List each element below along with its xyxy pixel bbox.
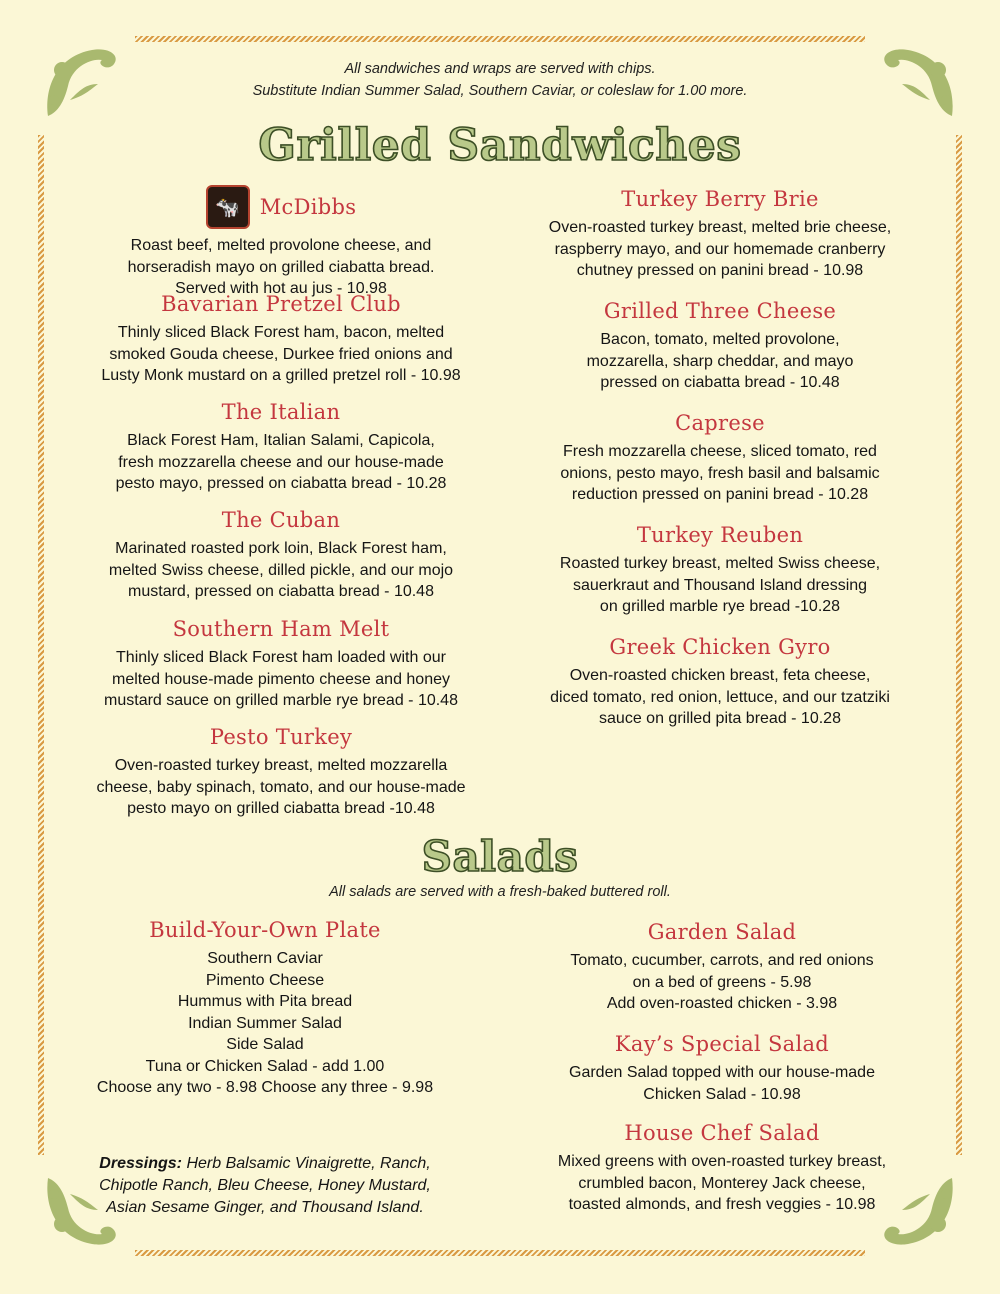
right-border bbox=[956, 135, 962, 1155]
menu-item-greek-chicken-gyro bbox=[515, 635, 925, 730]
item-desc-line: Thinly sliced Black Forest ham, bacon, melted bbox=[117, 324, 445, 341]
item-name: The Cuban bbox=[221, 508, 341, 532]
item-desc-line: Garden Salad topped with our house-made bbox=[569, 1064, 875, 1081]
item-desc-line: horseradish mayo on grilled ciabatta bread. bbox=[127, 258, 435, 276]
item-desc-line: sauerkraut and Thousand Island dressing bbox=[572, 576, 868, 594]
menu-item-turkey-berry-brie bbox=[515, 187, 925, 282]
item-desc-line: mustard sauce on grilled marble rye bread - 10.48 bbox=[104, 692, 458, 709]
menu-item-kays-special-salad bbox=[517, 1032, 927, 1105]
item-desc-line: on a bed of greens - 5.98 bbox=[632, 973, 812, 991]
item-desc-line: Add oven-roasted chicken - 3.98 bbox=[606, 995, 838, 1012]
item-desc-line: pesto mayo on grilled ciabatta bread -10.48 bbox=[127, 800, 435, 817]
item-desc-line: Tuna or Chicken Salad - add 1.00 bbox=[145, 1057, 385, 1075]
item-name: Greek Chicken Gyro bbox=[609, 635, 831, 659]
item-name: House Chef Salad bbox=[624, 1121, 820, 1145]
item-desc-line: cheese, baby spinach, tomato, and our house-made bbox=[96, 778, 466, 796]
left-border bbox=[38, 135, 44, 1155]
menu-item-the-cuban bbox=[75, 508, 487, 603]
menu-item-build-your-own-plate bbox=[75, 918, 455, 1099]
item-name: Grilled Three Cheese bbox=[603, 299, 837, 323]
item-name: Bavarian Pretzel Club bbox=[161, 292, 401, 316]
menu-item-bavarian-pretzel-club bbox=[75, 292, 487, 387]
item-desc-line: Mixed greens with oven-roasted turkey breast, bbox=[557, 1153, 887, 1170]
item-desc-line: diced tomato, red onion, lettuce, and our tzatziki bbox=[550, 688, 890, 706]
cow-badge-icon: 🐄 bbox=[206, 185, 250, 229]
menu-item-the-italian bbox=[75, 400, 487, 495]
dressings-label: Dressings: bbox=[99, 1155, 182, 1172]
item-name: McDibbs bbox=[259, 195, 357, 219]
item-desc-line: Choose any two - 8.98 Choose any three - 9.98 bbox=[96, 1079, 434, 1096]
item-name: The Italian bbox=[221, 400, 341, 424]
menu-item-southern-ham-melt bbox=[75, 617, 487, 712]
note-line: All sandwiches and wraps are served with chips. bbox=[344, 61, 656, 77]
item-desc-line: Oven-roasted turkey breast, melted brie cheese, bbox=[548, 219, 892, 236]
item-desc-line: fresh mozzarella cheese and our house-made bbox=[118, 453, 444, 471]
menu-item-garden-salad bbox=[517, 920, 927, 1015]
item-desc-line: Lusty Monk mustard on a grilled pretzel roll - 10.98 bbox=[101, 367, 461, 384]
item-desc-line: Black Forest Ham, Italian Salami, Capicola, bbox=[127, 432, 435, 449]
item-desc-line: Thinly sliced Black Forest ham loaded with our bbox=[116, 649, 446, 666]
dressings-list bbox=[80, 1153, 450, 1219]
item-desc-line: mozzarella, sharp cheddar, and mayo bbox=[586, 352, 854, 370]
item-desc-line: Chicken Salad - 10.98 bbox=[643, 1085, 801, 1103]
item-desc-line: Served with hot au jus - 10.98 bbox=[175, 280, 387, 297]
item-desc-line: pesto mayo, pressed on ciabatta bread - 10.28 bbox=[115, 475, 447, 492]
item-name: Kay’s Special Salad bbox=[614, 1032, 830, 1056]
item-desc-line: Bacon, tomato, melted provolone, bbox=[600, 331, 840, 348]
item-desc-line: Oven-roasted turkey breast, melted mozzarella bbox=[114, 757, 448, 774]
item-desc-line: mustard, pressed on ciabatta bread - 10.48 bbox=[128, 583, 434, 600]
menu-item-house-chef-salad bbox=[517, 1121, 927, 1216]
item-name: Southern Ham Melt bbox=[172, 617, 390, 641]
item-desc-line: crumbled bacon, Monterey Jack cheese, bbox=[578, 1174, 866, 1192]
item-name: Garden Salad bbox=[647, 920, 797, 944]
item-desc-line: Indian Summer Salad bbox=[188, 1014, 342, 1032]
item-desc-line: Marinated roasted pork loin, Black Forest ham, bbox=[115, 540, 447, 557]
item-desc-line: Roasted turkey breast, melted Swiss cheese, bbox=[559, 555, 881, 572]
item-desc-line: Roast beef, melted provolone cheese, and bbox=[130, 237, 432, 254]
item-desc-line: chutney pressed on panini bread - 10.98 bbox=[576, 262, 864, 279]
menu-item-mcdibbs bbox=[75, 185, 487, 300]
item-desc-line: toasted almonds, and fresh veggies - 10.98 bbox=[568, 1196, 876, 1213]
item-desc-line: Side Salad bbox=[226, 1036, 304, 1053]
salads-note: All salads are served with a fresh-baked buttered roll. bbox=[329, 884, 671, 900]
top-border bbox=[135, 36, 865, 42]
sandwiches-heading: Grilled Sandwiches bbox=[258, 120, 742, 171]
item-name: Turkey Reuben bbox=[636, 523, 804, 547]
note-line: Substitute Indian Summer Salad, Southern Caviar, or coleslaw for 1.00 more. bbox=[252, 83, 748, 99]
item-desc-line: on grilled marble rye bread -10.28 bbox=[599, 598, 841, 615]
item-desc-line: sauce on grilled pita bread - 10.28 bbox=[599, 710, 841, 727]
item-name: Turkey Berry Brie bbox=[621, 187, 819, 211]
item-desc-line: reduction pressed on panini bread - 10.28 bbox=[571, 486, 869, 503]
chips-note bbox=[0, 58, 1000, 102]
item-desc-line: raspberry mayo, and our homemade cranberry bbox=[554, 240, 886, 258]
menu-item-caprese bbox=[515, 411, 925, 506]
item-name: Caprese bbox=[675, 411, 765, 435]
menu-item-turkey-reuben bbox=[515, 523, 925, 618]
item-desc-line: smoked Gouda cheese, Durkee fried onions and bbox=[109, 345, 453, 363]
item-name: Build-Your-Own Plate bbox=[149, 918, 381, 942]
item-desc-line: onions, pesto mayo, fresh basil and balsamic bbox=[560, 464, 880, 482]
item-desc-line: Oven-roasted chicken breast, feta cheese, bbox=[569, 667, 871, 684]
menu-item-grilled-three-cheese bbox=[515, 299, 925, 394]
menu-item-pesto-turkey bbox=[75, 725, 487, 820]
item-name: Pesto Turkey bbox=[209, 725, 353, 749]
item-desc-line: pressed on ciabatta bread - 10.48 bbox=[600, 374, 840, 391]
dressings-text: Herb Balsamic Vinaigrette, Ranch, Chipotle Ranch, Bleu Cheese, Honey Mustard, Asian Sesame Ginger, and Thousand Island. bbox=[99, 1155, 431, 1216]
item-desc-line: Tomato, cucumber, carrots, and red onions bbox=[570, 952, 874, 969]
item-desc-line: melted house-made pimento cheese and honey bbox=[112, 670, 450, 688]
item-desc-line: Hummus with Pita bread bbox=[177, 993, 353, 1010]
bottom-border bbox=[135, 1250, 865, 1256]
item-desc-line: Fresh mozzarella cheese, sliced tomato, red bbox=[563, 443, 877, 460]
item-desc-line: Pimento Cheese bbox=[205, 971, 325, 989]
item-desc-line: Southern Caviar bbox=[207, 950, 323, 967]
salads-heading: Salads bbox=[421, 832, 579, 881]
item-desc-line: melted Swiss cheese, dilled pickle, and our mojo bbox=[108, 561, 454, 579]
